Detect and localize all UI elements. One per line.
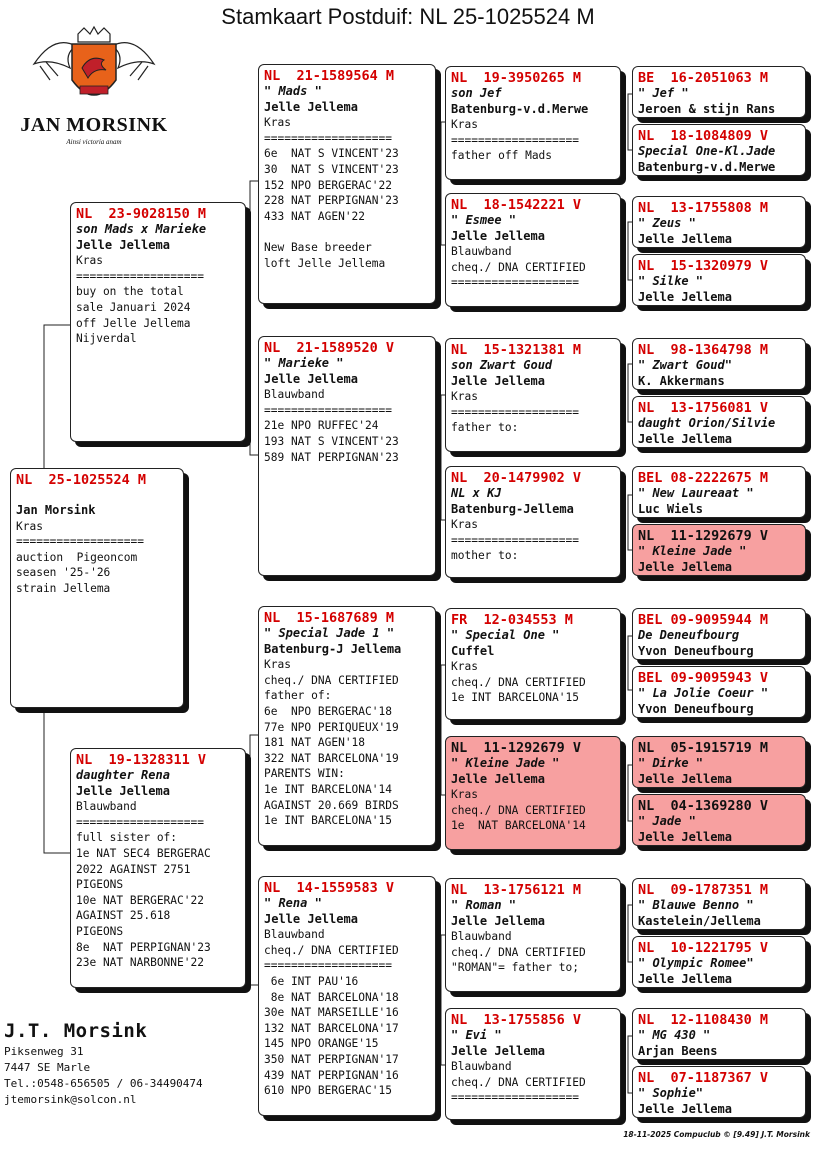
pigeon-name: " Marieke " — [264, 356, 344, 370]
info-line: =================== — [76, 269, 204, 283]
ring-number: NL 18-1084809 V — [638, 128, 769, 144]
pigeon-info — [451, 517, 616, 564]
ring-number: NL 05-1915719 M — [638, 740, 769, 756]
ring-number: NL 23-9028150 M — [76, 206, 207, 222]
pigeon-info — [451, 117, 616, 164]
info-line: 6e NAT S VINCENT'23 — [264, 147, 399, 161]
info-line: off Jelle Jellema — [76, 316, 191, 330]
pigeon-info — [76, 799, 241, 971]
info-line: 8e NAT BARCELONA'18 — [264, 990, 399, 1004]
info-line: cheq./ DNA CERTIFIED — [264, 943, 399, 957]
info-line: father of: — [264, 689, 332, 703]
breeder: Jelle Jellema — [264, 911, 358, 926]
pigeon-name: daught Orion/Silvie — [638, 416, 776, 430]
info-line: mother to: — [451, 549, 519, 563]
pigeon-card-g7[interactable] — [632, 466, 806, 518]
pigeon-card-g5[interactable] — [632, 338, 806, 390]
ring-number: NL 13-1756081 V — [638, 400, 769, 416]
pigeon-name: " La Jolie Coeur " — [638, 686, 769, 700]
ring-number: NL 04-1369280 V — [638, 798, 769, 814]
info-line: Kras — [451, 118, 478, 132]
pigeon-name: " Zwart Goud" — [638, 358, 732, 372]
ring-number: NL 25-1025524 M — [16, 472, 147, 488]
page-title: Stamkaart Postduif: NL 25-1025524 M — [221, 4, 595, 29]
info-line: 1e INT BARCELONA'15 — [264, 814, 392, 828]
info-line: Kras — [451, 660, 478, 674]
pigeon-name: Special One-Kl.Jade — [638, 144, 776, 158]
pigeon-card-g1[interactable] — [632, 66, 806, 118]
info-line: Blauwband — [451, 245, 512, 259]
info-line: Blauwband — [451, 1060, 512, 1074]
ring-number: NL 15-1321381 M — [451, 342, 582, 358]
breeder: Jelle Jellema — [264, 99, 358, 114]
info-line: Kras — [451, 788, 478, 802]
info-line: cheq./ DNA CERTIFIED — [451, 945, 586, 959]
info-line: 589 NAT PERPIGNAN'23 — [264, 450, 399, 464]
logo-brand: JAN MORSINK — [20, 114, 168, 136]
ring-number: NL 07-1187367 V — [638, 1070, 769, 1086]
breeder: Jelle Jellema — [264, 371, 358, 386]
breeder: Arjan Beens — [638, 1043, 718, 1058]
info-line: 1e INT BARCELONA'14 — [264, 782, 392, 796]
info-line: =================== — [451, 533, 579, 547]
info-line: cheq./ DNA CERTIFIED — [451, 675, 586, 689]
info-line: buy on the total — [76, 285, 184, 299]
pigeon-card-ff[interactable] — [258, 64, 436, 304]
breeder: Jan Morsink — [16, 503, 96, 517]
info-line: 132 NAT BARCELONA'17 — [264, 1021, 399, 1035]
info-line: Kras — [451, 518, 478, 532]
breeder: Batenburg-v.d.Merwe — [451, 101, 589, 116]
info-line: 6e INT PAU'16 — [264, 974, 359, 988]
breeder: Jelle Jellema — [638, 971, 732, 986]
info-line: cheq./ DNA CERTIFIED — [451, 1075, 586, 1089]
footer-credit: 18-11-2025 Compuclub © [9.49] J.T. Morsink — [623, 1130, 810, 1139]
breeder: Batenburg-J Jellema — [264, 641, 402, 656]
ring-number: NL 13-1755808 M — [638, 200, 769, 216]
ring-number: NL 19-1328311 V — [76, 752, 207, 768]
breeder: Jelle Jellema — [638, 559, 732, 574]
pigeon-name: daughter Rena — [76, 768, 170, 782]
info-line: =================== — [264, 959, 392, 973]
info-line: PIGEONS — [76, 924, 124, 938]
breeder: Jelle Jellema — [451, 228, 545, 243]
pigeon-info — [264, 387, 431, 465]
pigeon-name: " Dirke " — [638, 756, 704, 770]
info-line: =================== — [264, 131, 392, 145]
info-line: cheq./ DNA CERTIFIED — [451, 260, 586, 274]
ring-number: NL 11-1292679 V — [451, 740, 582, 756]
ring-number: BEL 09-9095943 V — [638, 670, 769, 686]
info-line: Kras — [76, 254, 103, 268]
pigeon-card-g12[interactable] — [632, 794, 806, 846]
pigeon-card-fmm[interactable] — [445, 466, 621, 578]
info-line: 322 NAT BARCELONA'19 — [264, 751, 399, 765]
owner-info — [4, 1020, 203, 1108]
info-line: Blauwband — [264, 388, 325, 402]
pigeon-name: son Mads x Marieke — [76, 222, 207, 236]
pigeon-info — [451, 659, 616, 706]
info-line: 610 NPO BERGERAC'15 — [264, 1084, 392, 1098]
breeder: Jelle Jellema — [638, 231, 732, 246]
owner-email: jtemorsink@solcon.nl — [4, 1093, 137, 1106]
info-line: 439 NAT PERPIGNAN'16 — [264, 1068, 399, 1082]
pigeon-card-mmm[interactable] — [445, 1008, 621, 1120]
info-line: Blauwband — [451, 930, 512, 944]
pigeon-name: son Jef — [451, 86, 502, 100]
breeder: Cuffel — [451, 643, 495, 658]
info-line: loft Jelle Jellema — [264, 256, 386, 270]
pigeon-name: son Zwart Goud — [451, 358, 553, 372]
info-line: 1e NAT SEC4 BERGERAC — [76, 846, 211, 860]
breeder: Batenburg-Jellema — [451, 501, 574, 516]
owner-name: J.T. Morsink — [4, 1020, 148, 1042]
pigeon-info — [451, 389, 616, 436]
info-line: 2022 AGAINST 2751 — [76, 862, 191, 876]
info-line: New Base breeder — [264, 240, 372, 254]
pigeon-name: " Zeus " — [638, 216, 696, 230]
pigeon-card-mother[interactable] — [70, 748, 246, 988]
info-line: 30 NAT S VINCENT'23 — [264, 162, 399, 176]
info-line: Blauwband — [264, 928, 325, 942]
pigeon-card-g15[interactable] — [632, 1008, 806, 1060]
info-line: Nijverdal — [76, 332, 137, 346]
pigeon-info — [264, 115, 431, 271]
info-line: 1e INT BARCELONA'15 — [451, 691, 579, 705]
ring-number: BEL 09-9095944 M — [638, 612, 769, 628]
pigeon-card-g13[interactable] — [632, 878, 806, 930]
info-line: 21e NPO RUFFEC'24 — [264, 419, 379, 433]
ring-number: NL 11-1292679 V — [638, 528, 769, 544]
breeder: Jelle Jellema — [638, 431, 732, 446]
ring-number: NL 21-1589564 M — [264, 68, 395, 84]
info-line: PARENTS WIN: — [264, 767, 345, 781]
breeder: Jelle Jellema — [638, 289, 732, 304]
info-line: cheq./ DNA CERTIFIED — [451, 803, 586, 817]
info-line: auction Pigeoncom — [16, 550, 138, 564]
info-line: seasen '25-'26 — [16, 566, 111, 580]
ring-number: BE 16-2051063 M — [638, 70, 769, 86]
breeder: Yvon Deneufbourg — [638, 701, 754, 716]
pigeon-name: " Esmee " — [451, 213, 517, 227]
pigeon-card-mm[interactable] — [258, 876, 436, 1116]
pigeon-card-mf[interactable] — [258, 606, 436, 846]
ring-number: NL 20-1479902 V — [451, 470, 582, 486]
ring-number: NL 12-1108430 M — [638, 1012, 769, 1028]
pigeon-name: " Special One " — [451, 628, 560, 642]
info-line: =================== — [451, 1091, 579, 1105]
ring-number: NL 15-1687689 M — [264, 610, 395, 626]
logo-motto: Ainsi victoria anam — [66, 138, 122, 146]
pigeon-card-fmf[interactable] — [445, 338, 621, 452]
info-line: 77e NPO PERIQUEUX'19 — [264, 720, 399, 734]
ring-number: FR 12-034553 M — [451, 612, 573, 628]
pigeon-name: " Kleine Jade " — [638, 544, 747, 558]
info-line: 228 NAT PERPIGNAN'23 — [264, 194, 399, 208]
breeder: Jelle Jellema — [76, 237, 170, 252]
pigeon-name — [16, 488, 179, 503]
pigeon-info — [451, 244, 616, 291]
info-line: =================== — [451, 276, 579, 290]
ring-number: NL 98-1364798 M — [638, 342, 769, 358]
info-line: 1e NAT BARCELONA'14 — [451, 819, 586, 833]
pigeon-card-g16[interactable] — [632, 1066, 806, 1118]
pigeon-info — [264, 927, 431, 1099]
info-line: =================== — [264, 403, 392, 417]
pigeon-info — [451, 787, 616, 834]
ring-number: NL 09-1787351 M — [638, 882, 769, 898]
pigeon-card-g11[interactable] — [632, 736, 806, 788]
pigeon-name: " Special Jade 1 " — [264, 626, 395, 640]
pigeon-name: " Roman " — [451, 898, 517, 912]
pigeon-name: " MG 430 " — [638, 1028, 711, 1042]
breeder: Jelle Jellema — [638, 829, 732, 844]
breeder: K. Akkermans — [638, 373, 725, 388]
pigeon-name: NL x KJ — [451, 486, 502, 500]
pigeon-info — [451, 929, 616, 976]
info-line — [264, 224, 431, 240]
info-line: Blauwband — [76, 800, 137, 814]
owner-phone: Tel.:0548-656505 / 06-34490474 — [4, 1077, 203, 1090]
breeder: Jelle Jellema — [451, 771, 545, 786]
pigeon-info — [451, 1059, 616, 1106]
ring-number: NL 18-1542221 V — [451, 197, 582, 213]
pigeon-card-g10[interactable] — [632, 666, 806, 718]
pigeon-card-g4[interactable] — [632, 254, 806, 306]
info-line: AGAINST 25.618 — [76, 909, 171, 923]
breeder: Jeroen & stijn Rans — [638, 101, 776, 116]
info-line: 152 NPO BERGERAC'22 — [264, 178, 392, 192]
info-line: cheq./ DNA CERTIFIED — [264, 673, 399, 687]
info-line: 8e NAT PERPIGNAN'23 — [76, 940, 211, 954]
breeder: Jelle Jellema — [451, 913, 545, 928]
ring-number: BEL 08-2222675 M — [638, 470, 769, 486]
breeder: Jelle Jellema — [76, 783, 170, 798]
info-line: 145 NPO ORANGE'15 — [264, 1037, 379, 1051]
info-line: full sister of: — [76, 831, 178, 845]
info-line: father off Mads — [451, 149, 553, 163]
pigeon-card-mff[interactable] — [445, 608, 621, 720]
info-line: PIGEONS — [76, 878, 124, 892]
info-line: 193 NAT S VINCENT'23 — [264, 434, 399, 448]
pigeon-card-g8[interactable] — [632, 524, 806, 576]
pigeon-name: " Kleine Jade " — [451, 756, 560, 770]
pigeon-name: " Blauwe Benno " — [638, 898, 754, 912]
pigeon-card-g3[interactable] — [632, 196, 806, 248]
breeder: Jelle Jellema — [451, 373, 545, 388]
pigeon-card-mmf[interactable] — [445, 878, 621, 992]
info-line: 350 NAT PERPIGNAN'17 — [264, 1052, 399, 1066]
info-line: Kras — [264, 116, 291, 130]
info-line: "ROMAN"= father to; — [451, 961, 579, 975]
pigeon-info — [76, 253, 241, 347]
breeder: Batenburg-v.d.Merwe — [638, 159, 776, 174]
info-line: father to: — [451, 421, 519, 435]
breeder: Luc Wiels — [638, 501, 704, 516]
breeder: Jelle Jellema — [451, 1043, 545, 1058]
pigeon-card-fm[interactable] — [258, 336, 436, 576]
pigeon-card-g6[interactable] — [632, 396, 806, 448]
info-line: 10e NAT BERGERAC'22 — [76, 893, 204, 907]
pigeon-card-subject[interactable] — [10, 468, 184, 708]
pigeon-info — [264, 657, 431, 829]
pigeon-name: " Jade " — [638, 814, 696, 828]
info-line: Kras — [16, 519, 43, 533]
pigeon-card-g14[interactable] — [632, 936, 806, 988]
breeder: Kastelein/Jellema — [638, 913, 761, 928]
owner-address-2: 7447 SE Marle — [4, 1061, 91, 1074]
info-line: 30e NAT MARSEILLE'16 — [264, 1006, 399, 1020]
info-line: =================== — [451, 133, 579, 147]
pigeon-card-father[interactable] — [70, 202, 246, 442]
info-line: Kras — [451, 390, 478, 404]
info-line: AGAINST 20.669 BIRDS — [264, 798, 399, 812]
ring-number: NL 19-3950265 M — [451, 70, 582, 86]
info-line: 6e NPO BERGERAC'18 — [264, 704, 392, 718]
pigeon-card-g9[interactable] — [632, 608, 806, 660]
pigeon-name: " Olympic Romee" — [638, 956, 754, 970]
info-line: =================== — [76, 815, 204, 829]
ring-number: NL 15-1320979 V — [638, 258, 769, 274]
ring-number: NL 21-1589520 V — [264, 340, 395, 356]
pigeon-name: De Deneufbourg — [638, 628, 740, 642]
info-line: 23e NAT NARBONNE'22 — [76, 956, 204, 970]
info-line: 181 NAT AGEN'18 — [264, 736, 366, 750]
ring-number: NL 13-1755856 V — [451, 1012, 582, 1028]
pigeon-name: " New Laureaat " — [638, 486, 754, 500]
pigeon-card-ffm[interactable] — [445, 193, 621, 307]
info-line: strain Jellema — [16, 581, 111, 595]
info-line: sale Januari 2024 — [76, 300, 191, 314]
info-line: =================== — [16, 535, 144, 549]
pigeon-card-fff[interactable] — [445, 66, 621, 180]
pigeon-name: " Silke " — [638, 274, 704, 288]
info-line: Kras — [264, 658, 291, 672]
pigeon-name: " Rena " — [264, 896, 322, 910]
ring-number: NL 14-1559583 V — [264, 880, 395, 896]
pigeon-name: " Mads " — [264, 84, 322, 98]
pigeon-name: " Sophie" — [638, 1086, 704, 1100]
owner-address-1: Piksenweg 31 — [4, 1045, 84, 1058]
pigeon-card-mfm[interactable] — [445, 736, 621, 850]
ring-number: NL 13-1756121 M — [451, 882, 582, 898]
pigeon-name: " Jef " — [638, 86, 689, 100]
ring-number: NL 10-1221795 V — [638, 940, 769, 956]
pigeon-name: " Evi " — [451, 1028, 502, 1042]
info-line: 433 NAT AGEN'22 — [264, 209, 366, 223]
breeder: Jelle Jellema — [638, 1101, 732, 1116]
info-line: =================== — [451, 405, 579, 419]
breeder: Yvon Deneufbourg — [638, 643, 754, 658]
pigeon-info — [16, 519, 179, 597]
breeder: Jelle Jellema — [638, 771, 732, 786]
pigeon-card-g2[interactable] — [632, 124, 806, 176]
